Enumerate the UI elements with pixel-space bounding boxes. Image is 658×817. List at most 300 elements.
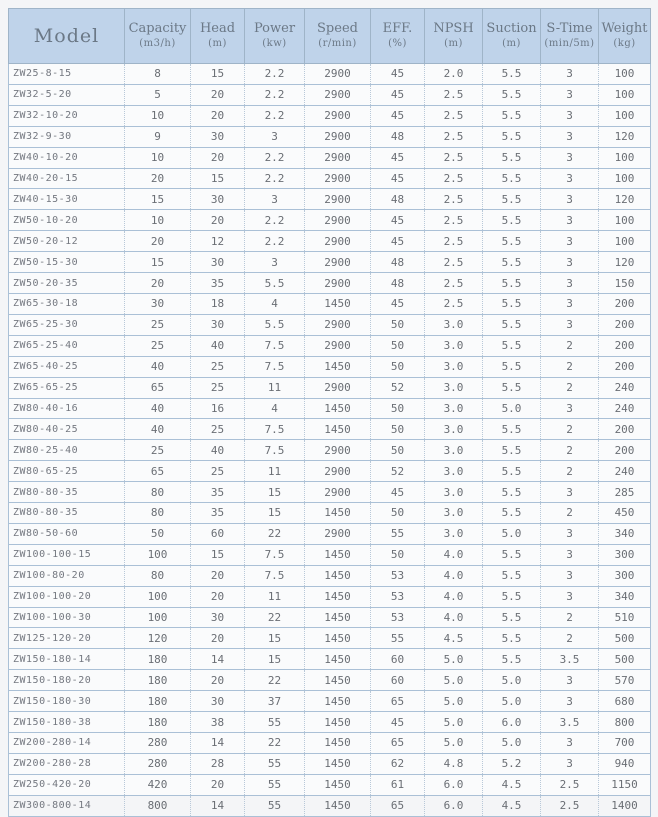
cell-suction: 5.5 — [483, 461, 541, 482]
cell-eff: 48 — [371, 189, 425, 210]
cell-speed: 2900 — [305, 64, 371, 85]
cell-model: ZW50-20-12 — [9, 231, 125, 252]
cell-suction: 5.5 — [483, 544, 541, 565]
cell-weight: 240 — [599, 461, 651, 482]
cell-speed: 2900 — [305, 84, 371, 105]
cell-speed: 1450 — [305, 670, 371, 691]
cell-head: 20 — [191, 586, 245, 607]
cell-head: 40 — [191, 335, 245, 356]
cell-speed: 2900 — [305, 482, 371, 503]
cell-model: ZW80-50-60 — [9, 523, 125, 544]
cell-stime: 3 — [541, 105, 599, 126]
cell-npsh: 6.0 — [425, 774, 483, 795]
cell-head: 14 — [191, 649, 245, 670]
cell-stime: 3 — [541, 544, 599, 565]
cell-eff: 65 — [371, 795, 425, 816]
cell-eff: 53 — [371, 565, 425, 586]
cell-suction: 5.5 — [483, 628, 541, 649]
cell-model: ZW80-40-25 — [9, 419, 125, 440]
cell-suction: 5.0 — [483, 691, 541, 712]
cell-suction: 5.5 — [483, 419, 541, 440]
cell-eff: 60 — [371, 649, 425, 670]
cell-capacity: 20 — [125, 273, 191, 294]
cell-weight: 240 — [599, 377, 651, 398]
cell-suction: 5.5 — [483, 314, 541, 335]
pump-spec-table — [8, 8, 651, 817]
cell-model: ZW50-15-30 — [9, 252, 125, 273]
cell-npsh: 3.0 — [425, 419, 483, 440]
table-row — [9, 691, 651, 712]
cell-npsh: 2.0 — [425, 64, 483, 85]
cell-capacity: 40 — [125, 398, 191, 419]
cell-stime: 3 — [541, 231, 599, 252]
cell-capacity: 180 — [125, 649, 191, 670]
cell-capacity: 800 — [125, 795, 191, 816]
cell-capacity: 10 — [125, 210, 191, 231]
cell-speed: 1450 — [305, 774, 371, 795]
cell-model: ZW100-100-20 — [9, 586, 125, 607]
cell-eff: 50 — [371, 503, 425, 524]
cell-weight: 940 — [599, 753, 651, 774]
header-weight-label: Weight — [601, 21, 648, 36]
cell-stime: 3 — [541, 293, 599, 314]
cell-eff: 45 — [371, 293, 425, 314]
cell-suction: 5.5 — [483, 84, 541, 105]
cell-speed: 1450 — [305, 691, 371, 712]
cell-suction: 5.5 — [483, 356, 541, 377]
cell-speed: 2900 — [305, 105, 371, 126]
table-row — [9, 252, 651, 273]
cell-model: ZW100-100-30 — [9, 607, 125, 628]
header-capacity-unit: (m3/h) — [139, 38, 176, 49]
cell-model: ZW32-5-20 — [9, 84, 125, 105]
table-row — [9, 461, 651, 482]
cell-power: 3 — [245, 189, 305, 210]
cell-capacity: 100 — [125, 586, 191, 607]
cell-head: 30 — [191, 126, 245, 147]
cell-model: ZW200-280-14 — [9, 733, 125, 754]
header-weight-unit: (kg) — [613, 38, 636, 49]
cell-npsh: 3.0 — [425, 398, 483, 419]
cell-speed: 1450 — [305, 753, 371, 774]
cell-eff: 52 — [371, 461, 425, 482]
cell-stime: 3 — [541, 147, 599, 168]
cell-capacity: 65 — [125, 461, 191, 482]
cell-model: ZW32-9-30 — [9, 126, 125, 147]
cell-eff: 60 — [371, 670, 425, 691]
cell-suction: 5.0 — [483, 523, 541, 544]
cell-npsh: 3.0 — [425, 503, 483, 524]
cell-capacity: 10 — [125, 147, 191, 168]
cell-power: 7.5 — [245, 565, 305, 586]
cell-head: 20 — [191, 774, 245, 795]
cell-power: 7.5 — [245, 335, 305, 356]
cell-eff: 50 — [371, 544, 425, 565]
cell-power: 22 — [245, 733, 305, 754]
cell-capacity: 280 — [125, 753, 191, 774]
table-row — [9, 231, 651, 252]
cell-head: 25 — [191, 356, 245, 377]
cell-stime: 3 — [541, 565, 599, 586]
cell-model: ZW65-40-25 — [9, 356, 125, 377]
header-model: Model — [9, 9, 125, 64]
cell-capacity: 50 — [125, 523, 191, 544]
cell-model: ZW40-20-15 — [9, 168, 125, 189]
cell-head: 14 — [191, 733, 245, 754]
cell-speed: 2900 — [305, 335, 371, 356]
cell-npsh: 2.5 — [425, 293, 483, 314]
cell-power: 3 — [245, 126, 305, 147]
cell-weight: 680 — [599, 691, 651, 712]
cell-power: 2.2 — [245, 231, 305, 252]
cell-eff: 48 — [371, 273, 425, 294]
cell-power: 15 — [245, 503, 305, 524]
cell-suction: 5.5 — [483, 482, 541, 503]
table-body — [9, 64, 651, 817]
cell-model: ZW100-80-20 — [9, 565, 125, 586]
cell-head: 30 — [191, 189, 245, 210]
cell-npsh: 2.5 — [425, 168, 483, 189]
cell-suction: 5.5 — [483, 210, 541, 231]
table-row — [9, 64, 651, 85]
cell-weight: 570 — [599, 670, 651, 691]
table-row — [9, 210, 651, 231]
cell-stime: 2 — [541, 335, 599, 356]
cell-stime: 3 — [541, 398, 599, 419]
cell-capacity: 420 — [125, 774, 191, 795]
cell-eff: 50 — [371, 314, 425, 335]
cell-stime: 2 — [541, 356, 599, 377]
cell-npsh: 4.5 — [425, 628, 483, 649]
cell-stime: 3 — [541, 64, 599, 85]
cell-stime: 3 — [541, 189, 599, 210]
cell-speed: 1450 — [305, 586, 371, 607]
cell-power: 55 — [245, 774, 305, 795]
header-eff-unit: (%) — [388, 38, 407, 49]
cell-power: 2.2 — [245, 105, 305, 126]
cell-power: 15 — [245, 628, 305, 649]
cell-eff: 53 — [371, 586, 425, 607]
cell-eff: 50 — [371, 356, 425, 377]
cell-npsh: 2.5 — [425, 105, 483, 126]
cell-power: 3 — [245, 252, 305, 273]
header-speed-label: Speed — [317, 21, 358, 36]
header-head-unit: (m) — [208, 38, 227, 49]
table-row — [9, 482, 651, 503]
table-row — [9, 503, 651, 524]
cell-capacity: 9 — [125, 126, 191, 147]
table-header — [9, 9, 651, 64]
cell-weight: 200 — [599, 356, 651, 377]
table-row — [9, 753, 651, 774]
cell-suction: 5.5 — [483, 335, 541, 356]
table-row — [9, 586, 651, 607]
cell-npsh: 3.0 — [425, 335, 483, 356]
cell-speed: 1450 — [305, 628, 371, 649]
cell-suction: 5.5 — [483, 586, 541, 607]
cell-eff: 55 — [371, 628, 425, 649]
cell-npsh: 6.0 — [425, 795, 483, 816]
cell-power: 22 — [245, 670, 305, 691]
cell-suction: 5.5 — [483, 231, 541, 252]
cell-eff: 48 — [371, 252, 425, 273]
cell-weight: 100 — [599, 105, 651, 126]
cell-weight: 200 — [599, 293, 651, 314]
cell-weight: 500 — [599, 649, 651, 670]
cell-weight: 120 — [599, 189, 651, 210]
cell-speed: 2900 — [305, 314, 371, 335]
cell-speed: 1450 — [305, 544, 371, 565]
cell-head: 28 — [191, 753, 245, 774]
cell-model: ZW25-8-15 — [9, 64, 125, 85]
cell-weight: 450 — [599, 503, 651, 524]
cell-speed: 2900 — [305, 523, 371, 544]
header-npsh-label: NPSH — [433, 21, 474, 36]
table-row — [9, 398, 651, 419]
cell-stime: 2 — [541, 461, 599, 482]
cell-stime: 2 — [541, 503, 599, 524]
cell-capacity: 15 — [125, 189, 191, 210]
cell-capacity: 100 — [125, 607, 191, 628]
table-row — [9, 314, 651, 335]
cell-power: 2.2 — [245, 147, 305, 168]
cell-eff: 65 — [371, 733, 425, 754]
cell-weight: 100 — [599, 168, 651, 189]
cell-model: ZW32-10-20 — [9, 105, 125, 126]
cell-speed: 2900 — [305, 377, 371, 398]
cell-npsh: 5.0 — [425, 733, 483, 754]
cell-weight: 240 — [599, 398, 651, 419]
cell-stime: 3 — [541, 84, 599, 105]
cell-head: 25 — [191, 419, 245, 440]
cell-stime: 2 — [541, 377, 599, 398]
cell-speed: 2900 — [305, 461, 371, 482]
cell-weight: 800 — [599, 712, 651, 733]
cell-suction: 4.5 — [483, 795, 541, 816]
header-speed — [305, 9, 371, 64]
cell-stime: 3 — [541, 670, 599, 691]
cell-head: 20 — [191, 147, 245, 168]
cell-speed: 2900 — [305, 126, 371, 147]
cell-stime: 2.5 — [541, 774, 599, 795]
cell-head: 16 — [191, 398, 245, 419]
table-row — [9, 523, 651, 544]
cell-weight: 340 — [599, 523, 651, 544]
cell-eff: 45 — [371, 231, 425, 252]
cell-eff: 52 — [371, 377, 425, 398]
cell-suction: 5.5 — [483, 503, 541, 524]
header-eff-label: EFF. — [382, 21, 413, 36]
cell-speed: 2900 — [305, 189, 371, 210]
table-row — [9, 293, 651, 314]
cell-model: ZW150-180-20 — [9, 670, 125, 691]
cell-npsh: 3.0 — [425, 523, 483, 544]
cell-capacity: 180 — [125, 712, 191, 733]
cell-stime: 3 — [541, 126, 599, 147]
cell-speed: 1450 — [305, 795, 371, 816]
table-row — [9, 565, 651, 586]
cell-eff: 45 — [371, 482, 425, 503]
table-row — [9, 168, 651, 189]
cell-power: 11 — [245, 461, 305, 482]
cell-suction: 5.5 — [483, 147, 541, 168]
cell-suction: 5.5 — [483, 189, 541, 210]
header-speed-unit: (r/min) — [318, 38, 357, 49]
cell-power: 7.5 — [245, 544, 305, 565]
cell-power: 4 — [245, 398, 305, 419]
table-row — [9, 795, 651, 816]
cell-weight: 1400 — [599, 795, 651, 816]
cell-power: 11 — [245, 377, 305, 398]
cell-power: 4 — [245, 293, 305, 314]
cell-npsh: 3.0 — [425, 482, 483, 503]
cell-speed: 1450 — [305, 565, 371, 586]
table-row — [9, 356, 651, 377]
cell-head: 25 — [191, 377, 245, 398]
cell-npsh: 4.0 — [425, 586, 483, 607]
cell-suction: 4.5 — [483, 774, 541, 795]
cell-weight: 100 — [599, 210, 651, 231]
cell-npsh: 5.0 — [425, 670, 483, 691]
cell-suction: 5.5 — [483, 440, 541, 461]
cell-model: ZW80-80-35 — [9, 503, 125, 524]
table-row — [9, 335, 651, 356]
cell-power: 15 — [245, 649, 305, 670]
cell-weight: 100 — [599, 84, 651, 105]
cell-model: ZW65-65-25 — [9, 377, 125, 398]
cell-capacity: 40 — [125, 419, 191, 440]
cell-eff: 50 — [371, 398, 425, 419]
cell-suction: 5.5 — [483, 377, 541, 398]
cell-stime: 2.5 — [541, 795, 599, 816]
cell-head: 15 — [191, 64, 245, 85]
cell-npsh: 2.5 — [425, 273, 483, 294]
cell-npsh: 2.5 — [425, 210, 483, 231]
cell-suction: 5.2 — [483, 753, 541, 774]
cell-speed: 1450 — [305, 712, 371, 733]
cell-npsh: 5.0 — [425, 691, 483, 712]
cell-model: ZW65-25-30 — [9, 314, 125, 335]
cell-head: 12 — [191, 231, 245, 252]
cell-eff: 50 — [371, 440, 425, 461]
cell-head: 18 — [191, 293, 245, 314]
cell-model: ZW40-15-30 — [9, 189, 125, 210]
cell-eff: 48 — [371, 126, 425, 147]
cell-stime: 3 — [541, 210, 599, 231]
cell-speed: 1450 — [305, 649, 371, 670]
cell-model: ZW50-10-20 — [9, 210, 125, 231]
cell-npsh: 2.5 — [425, 147, 483, 168]
cell-model: ZW80-65-25 — [9, 461, 125, 482]
cell-eff: 55 — [371, 523, 425, 544]
cell-power: 37 — [245, 691, 305, 712]
cell-head: 20 — [191, 670, 245, 691]
cell-head: 20 — [191, 105, 245, 126]
cell-suction: 6.0 — [483, 712, 541, 733]
cell-model: ZW150-180-38 — [9, 712, 125, 733]
cell-suction: 5.5 — [483, 252, 541, 273]
cell-power: 7.5 — [245, 419, 305, 440]
cell-suction: 5.5 — [483, 565, 541, 586]
cell-capacity: 25 — [125, 440, 191, 461]
table-row — [9, 105, 651, 126]
cell-head: 60 — [191, 523, 245, 544]
header-npsh — [425, 9, 483, 64]
cell-stime: 2 — [541, 419, 599, 440]
cell-npsh: 5.0 — [425, 712, 483, 733]
cell-model: ZW150-180-14 — [9, 649, 125, 670]
cell-capacity: 25 — [125, 335, 191, 356]
cell-capacity: 15 — [125, 252, 191, 273]
cell-head: 30 — [191, 252, 245, 273]
cell-head: 40 — [191, 440, 245, 461]
table-row — [9, 649, 651, 670]
table-row — [9, 84, 651, 105]
cell-model: ZW300-800-14 — [9, 795, 125, 816]
table-row — [9, 377, 651, 398]
cell-stime: 3.5 — [541, 649, 599, 670]
cell-power: 55 — [245, 753, 305, 774]
cell-suction: 5.0 — [483, 670, 541, 691]
cell-speed: 1450 — [305, 503, 371, 524]
cell-stime: 3.5 — [541, 712, 599, 733]
cell-model: ZW200-280-28 — [9, 753, 125, 774]
cell-npsh: 4.8 — [425, 753, 483, 774]
cell-model: ZW250-420-20 — [9, 774, 125, 795]
cell-npsh: 4.0 — [425, 544, 483, 565]
cell-power: 2.2 — [245, 84, 305, 105]
cell-suction: 5.5 — [483, 273, 541, 294]
cell-eff: 45 — [371, 105, 425, 126]
cell-power: 11 — [245, 586, 305, 607]
cell-weight: 500 — [599, 628, 651, 649]
cell-speed: 2900 — [305, 168, 371, 189]
cell-suction: 5.5 — [483, 607, 541, 628]
cell-head: 35 — [191, 273, 245, 294]
cell-weight: 510 — [599, 607, 651, 628]
header-capacity-label: Capacity — [128, 21, 187, 36]
header-power-label: Power — [253, 21, 296, 36]
cell-model: ZW150-180-30 — [9, 691, 125, 712]
header-weight — [599, 9, 651, 64]
cell-stime: 3 — [541, 753, 599, 774]
cell-speed: 2900 — [305, 273, 371, 294]
cell-head: 20 — [191, 628, 245, 649]
cell-weight: 300 — [599, 565, 651, 586]
cell-model: ZW80-80-35 — [9, 482, 125, 503]
cell-stime: 2 — [541, 628, 599, 649]
cell-weight: 100 — [599, 64, 651, 85]
cell-model: ZW65-30-18 — [9, 293, 125, 314]
cell-weight: 100 — [599, 147, 651, 168]
cell-head: 38 — [191, 712, 245, 733]
cell-capacity: 100 — [125, 544, 191, 565]
cell-eff: 53 — [371, 607, 425, 628]
cell-head: 30 — [191, 607, 245, 628]
cell-model: ZW40-10-20 — [9, 147, 125, 168]
cell-capacity: 8 — [125, 64, 191, 85]
cell-suction: 5.5 — [483, 64, 541, 85]
cell-power: 55 — [245, 712, 305, 733]
cell-capacity: 180 — [125, 670, 191, 691]
cell-capacity: 20 — [125, 168, 191, 189]
cell-power: 5.5 — [245, 314, 305, 335]
cell-head: 35 — [191, 503, 245, 524]
cell-suction: 5.5 — [483, 105, 541, 126]
cell-power: 15 — [245, 482, 305, 503]
cell-stime: 3 — [541, 314, 599, 335]
cell-model: ZW125-120-20 — [9, 628, 125, 649]
